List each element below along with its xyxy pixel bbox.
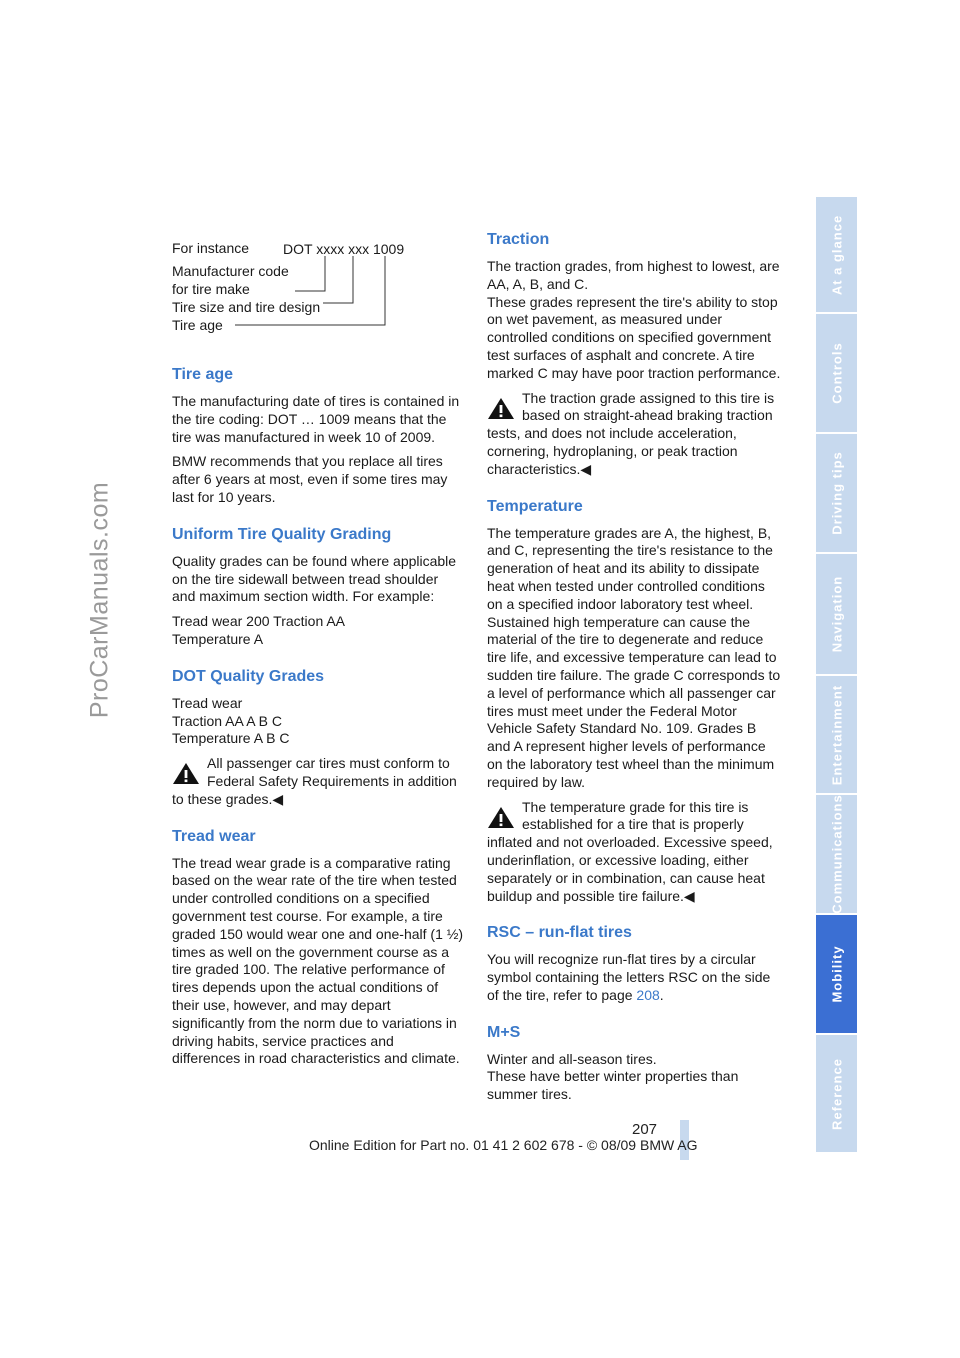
warning-note [487, 799, 781, 906]
paragraph: The temperature grades are A, the highest, B, and C, representing the tire's resistance to the generation of heat and its ability to dissipate heat when tested under controlled conditions on a specified indoor laboratory test wheel. Sustained high temperature can cause the material of the tire to degenerate and reduce tire life, and excessive temperature can lead to sudden tire failure. The grade C corresponds to a level of performance which all passenger car tires must meet under the Federal Motor Vehicle Safety Standard No. 109. Grades B and A represent higher levels of performance on the laboratory test wheel than the minimum required by law. [487, 524, 781, 790]
paragraph: These grades represent the tire's ability to stop on wet pavement, as measured under controlled conditions on specified government test surfaces of asphalt and concrete. A tire marked C may have poor traction performance. [487, 293, 781, 381]
warning-note [172, 755, 464, 808]
warning-line: Federal Safety Requirements in addition [207, 772, 457, 789]
tab-mobility[interactable] [816, 915, 857, 1033]
heading-m-s: M+S [487, 1023, 521, 1041]
tire-code-diagram [172, 236, 422, 336]
warning-triangle-icon [172, 761, 200, 785]
warning-line: established for a tire that is properly [522, 816, 744, 833]
text-line: Temperature A B C [172, 730, 290, 747]
page-number: 207 [632, 1121, 658, 1138]
paragraph: The tread wear grade is a comparative rating based on the wear rate of the tire when tested under controlled conditions on a specified government test course. For example, a tire graded 150 would wear one and one-half (1 ½) times as well on the government course as a tire graded 100. The relative performance of tires depends upon the actual conditions of their use, however, and may depart significantly from the norm due to variations in driving habits, service practices and differences in road characteristics and climate. [172, 854, 464, 1067]
tab-label: Driving tips [829, 451, 844, 535]
watermark-text: ProCarManuals.com [85, 481, 114, 719]
heading-tire-age: Tire age [172, 366, 234, 383]
tab-label: Mobility [829, 945, 844, 1003]
warning-line: to these grades.◀ [172, 790, 284, 807]
tab-label: Controls [829, 342, 844, 404]
paragraph: The traction grades, from highest to lowest, are AA, A, B, and C. [487, 258, 780, 292]
tab-label: Entertainment [829, 684, 844, 785]
tab-controls[interactable] [816, 314, 857, 432]
tab-label: Communications [829, 794, 844, 914]
warning-line: All passenger car tires must conform to [207, 755, 450, 772]
rsc-text: You will recognize run-flat tires by a circular symbol containing the letters RSC on the side of the tire, refer to page [487, 951, 771, 1003]
warning-note [487, 390, 781, 479]
warning-triangle-icon [487, 805, 515, 829]
warning-line: based on straight-ahead braking traction [522, 407, 773, 424]
paragraph: BMW recommends that you replace all tires after 6 years at most, even if some tires may last for 10 years. [172, 453, 448, 505]
left-column [172, 365, 464, 1068]
paragraph [487, 951, 781, 1004]
diagram-for-instance: For instance [172, 240, 250, 256]
warning-line: inflated and not overloaded. Excessive speed, underinflation, or excessive loading, either separately or in combination, can cause heat buildup and possible tire failure.◀ [487, 834, 773, 904]
paragraph: The manufacturing date of tires is contained in the tire coding: DOT … 1009 means that the tire was manufactured in week 10 of 2009. [172, 393, 460, 445]
text-line: Traction AA A B C [172, 712, 282, 729]
text-line: Tread wear [172, 694, 243, 711]
warning-line: The traction grade assigned to this tire is [522, 389, 775, 406]
heading-dot-quality-grades: DOT Quality Grades [172, 667, 325, 685]
diagram-label-tire-age: Tire age [172, 317, 223, 333]
tab-entertainment[interactable] [816, 676, 857, 793]
tab-label: Navigation [829, 575, 844, 653]
tab-at-a-glance[interactable] [816, 197, 857, 312]
tab-label: Reference [829, 1057, 844, 1130]
diagram-label-tire-make: for tire make [172, 281, 250, 297]
warning-triangle-icon [487, 396, 515, 420]
tab-label: At a glance [829, 214, 844, 295]
tab-communications[interactable] [816, 795, 857, 913]
heading-temperature: Temperature [487, 497, 583, 515]
tab-navigation[interactable] [816, 554, 857, 674]
text-line: Winter and all-season tires. [487, 1050, 657, 1067]
page-reference-link[interactable]: 208 [636, 986, 660, 1003]
heading-uniform-tire-quality-grading: Uniform Tire Quality Grading [172, 525, 392, 543]
diagram-dot-code: DOT xxxx xxx 1009 [283, 241, 405, 257]
diagram-label-size-design: Tire size and tire design [172, 299, 321, 315]
text-line: Temperature A [172, 630, 264, 647]
text-line: Tread wear 200 Traction AA [172, 613, 346, 630]
paragraph: These have better winter properties than summer tires. [487, 1068, 739, 1103]
rsc-text-end: . [659, 986, 664, 1003]
heading-traction: Traction [487, 231, 550, 248]
tab-reference[interactable] [816, 1035, 857, 1152]
chapter-tabs [816, 197, 857, 1154]
heading-rsc-run-flat-tires: RSC – run-flat tires [487, 924, 632, 942]
diagram-label-manufacturer: Manufacturer code [172, 263, 289, 279]
paragraph: Quality grades can be found where applicable on the tire sidewall between tread shoulder and maximum section width. For example: [172, 552, 457, 605]
right-column [487, 230, 781, 1104]
footer-edition: Online Edition for Part no. 01 41 2 602 678 - © 08/09 BMW AG [309, 1137, 698, 1153]
warning-line: tests, and does not include acceleration, cornering, hydroplaning, or peak traction characteristics.◀ [487, 425, 738, 477]
heading-tread-wear: Tread wear [172, 827, 256, 845]
tab-driving-tips[interactable] [816, 434, 857, 552]
warning-line: The temperature grade for this tire is [522, 798, 749, 815]
